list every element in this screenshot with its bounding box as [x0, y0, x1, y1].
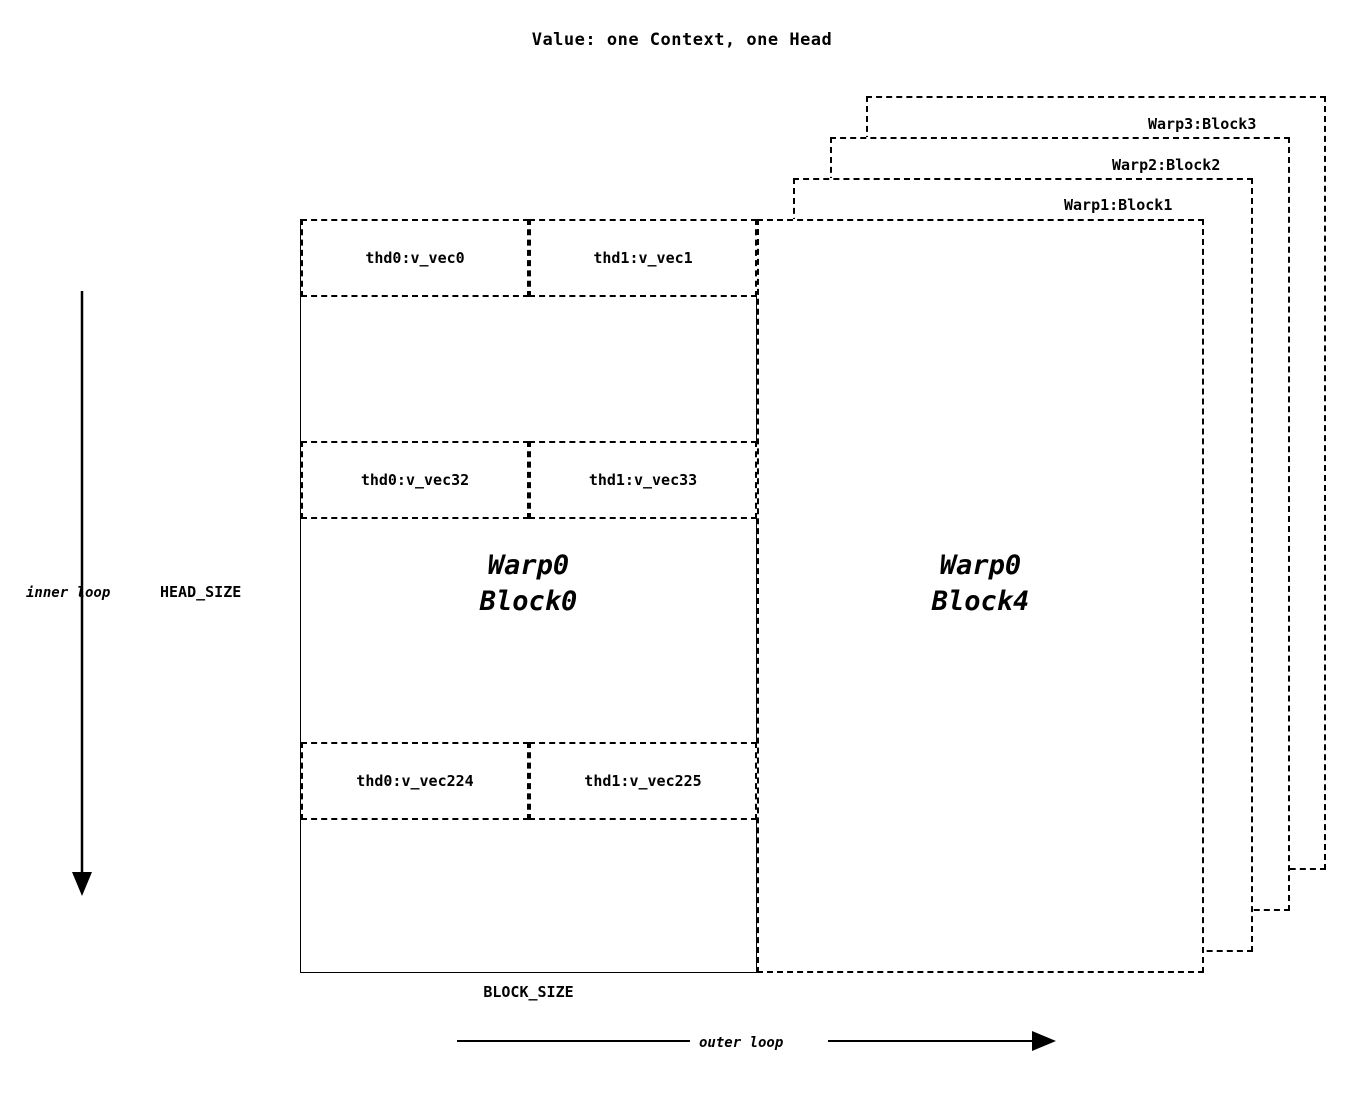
block4-label-line2: Block4 [931, 586, 1030, 618]
inner-loop-label: inner loop [26, 585, 111, 601]
cell-thd0-vvec32: thd0:v_vec32 [301, 441, 529, 519]
back-block-2-label: Warp2:Block2 [1112, 156, 1221, 174]
back-block-1-label: Warp1:Block1 [1064, 196, 1173, 214]
cell-thd0-vvec0: thd0:v_vec0 [301, 219, 529, 297]
block0-label-line1: Warp0 [487, 550, 570, 581]
block0-label [300, 548, 757, 621]
block4-label-line1: Warp0 [939, 550, 1022, 581]
inner-loop-arrow-head [72, 872, 92, 896]
back-block-3-label: Warp3:Block3 [1148, 115, 1257, 133]
cell-thd0-vvec224: thd0:v_vec224 [301, 742, 529, 820]
block-size-label: BLOCK_SIZE [483, 983, 574, 1001]
head-size-label: HEAD_SIZE [160, 583, 242, 601]
cell-thd1-vvec1: thd1:v_vec1 [529, 219, 757, 297]
block0-label-line2: Block0 [479, 586, 578, 618]
outer-loop-arrow-head [1032, 1031, 1056, 1051]
outer-loop-label: outer loop [699, 1035, 784, 1051]
cell-thd1-vvec225: thd1:v_vec225 [529, 742, 757, 820]
block4-label [757, 548, 1204, 621]
cell-thd1-vvec33: thd1:v_vec33 [529, 441, 757, 519]
diagram-title: Value: one Context, one Head [531, 30, 833, 50]
